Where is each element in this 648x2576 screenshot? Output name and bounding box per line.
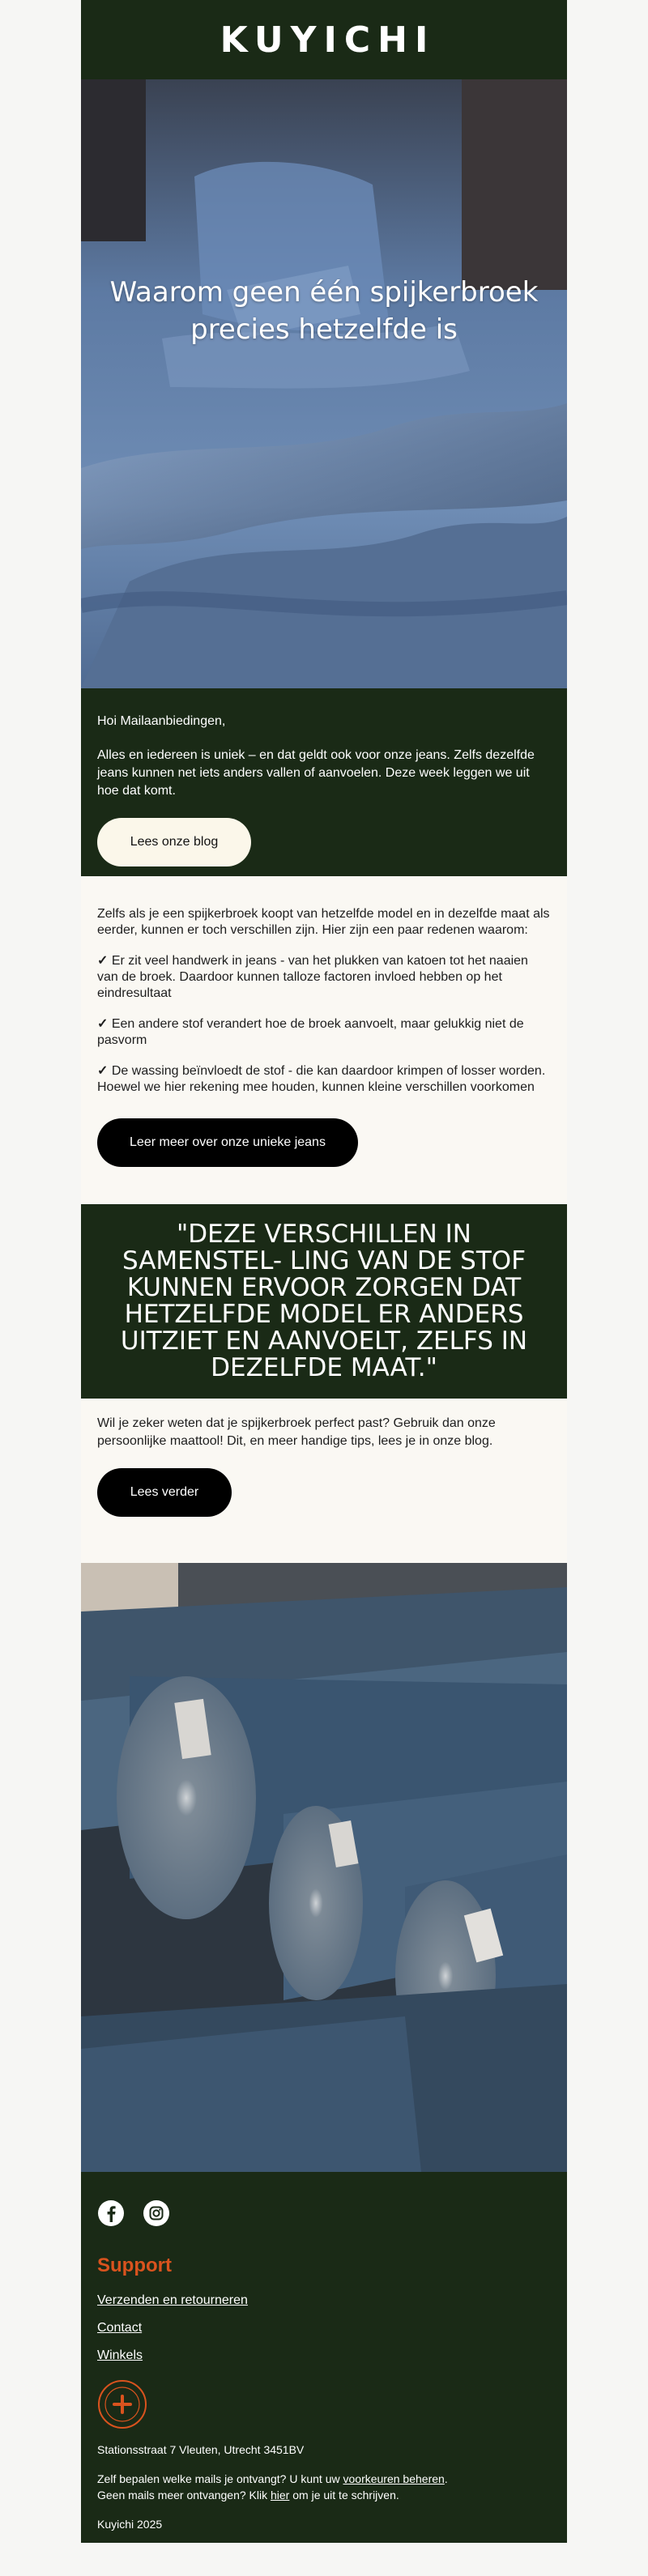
manage-preferences-link[interactable]: voorkeuren beheren xyxy=(343,2472,445,2485)
facebook-icon[interactable] xyxy=(97,2199,125,2227)
intro-text: Alles en iedereen is uniek – en dat geldt ook voor onze jeans. Zelfs dezelfde jeans kunnen net iets anders vallen of aanvoelen. Deze week leggen we uit hoe dat komt. xyxy=(97,748,535,798)
fabric-rolls-image xyxy=(81,1563,567,2172)
social-links xyxy=(97,2199,551,2227)
read-blog-button[interactable]: Lees onze blog xyxy=(97,818,251,866)
reasons-section xyxy=(81,876,567,1204)
preferences-text: Zelf bepalen welke mails je ontvangt? U kunt uw voorkeuren beheren. Geen mails meer ontvangen? Klik hier om je uit te schrijven. xyxy=(97,2472,448,2501)
company-address: Stationsstraat 7 Vleuten, Utrecht 3451BV xyxy=(97,2443,305,2456)
instagram-icon[interactable] xyxy=(143,2199,170,2227)
intro-section xyxy=(81,688,567,876)
email-container xyxy=(81,0,567,2543)
read-more-button[interactable]: Lees verder xyxy=(97,1468,232,1517)
greeting: Hoi Mailaanbiedingen, xyxy=(97,714,226,728)
size-tool-text: Wil je zeker weten dat je spijkerbroek perfect past? Gebruik dan onze persoonlijke maattool! Dit, en meer handige tips, lees je in onze blog. xyxy=(97,1416,496,1448)
stores-link[interactable]: Winkels xyxy=(97,2348,143,2362)
unsubscribe-link[interactable]: hier xyxy=(271,2489,290,2501)
copyright: Kuyichi 2025 xyxy=(97,2518,163,2531)
hero-banner[interactable] xyxy=(81,79,567,688)
plus-badge-icon xyxy=(97,2379,147,2429)
support-heading: Support xyxy=(97,2255,172,2276)
reason-item: ✓ De wassing beïnvloedt de stof - die kan daardoor krimpen of losser worden. Hoewel we hier rekening mee houden, kunnen kleine verschillen voorkomen xyxy=(97,1064,546,1094)
shipping-returns-link[interactable]: Verzenden en retourneren xyxy=(97,2293,248,2307)
hero-title: Waarom geen één spijkerbroek precies hetzelfde is xyxy=(109,276,539,346)
contact-link[interactable]: Contact xyxy=(97,2321,143,2335)
reason-item: ✓ Er zit veel handwerk in jeans - van het plukken van katoen tot het naaien van de broek. Daardoor kunnen talloze factoren invloed hebben op het eindresultaat xyxy=(97,954,528,1000)
size-tool-section xyxy=(81,1399,567,1563)
learn-more-jeans-button[interactable]: Leer meer over onze unieke jeans xyxy=(97,1118,358,1167)
quote-text: "DEZE VERSCHILLEN IN SAMENSTEL- LING VAN DE STOF KUNNEN ERVOOR ZORGEN DAT HETZELFDE MODEL ER ANDERS UITZIET EN AANVOELT, ZELFS IN DEZELFDE MAAT." xyxy=(120,1220,528,1382)
email-footer xyxy=(81,2172,567,2543)
reasons-lead: Zelfs als je een spijkerbroek koopt van hetzelfde model en in dezelfde maat als eerder, kunnen er toch verschillen zijn. Hier zijn een paar redenen waarom: xyxy=(97,907,550,937)
fabric-rolls-photo[interactable] xyxy=(81,1563,567,2172)
quote-block xyxy=(81,1204,567,1399)
jeans-photo xyxy=(81,79,567,688)
email-header xyxy=(81,0,567,79)
reason-item: ✓ Een andere stof verandert hoe de broek aanvoelt, maar gelukkig niet de pasvorm xyxy=(97,1017,524,1047)
kuyichi-logo[interactable]: KUYICHI xyxy=(220,19,436,61)
